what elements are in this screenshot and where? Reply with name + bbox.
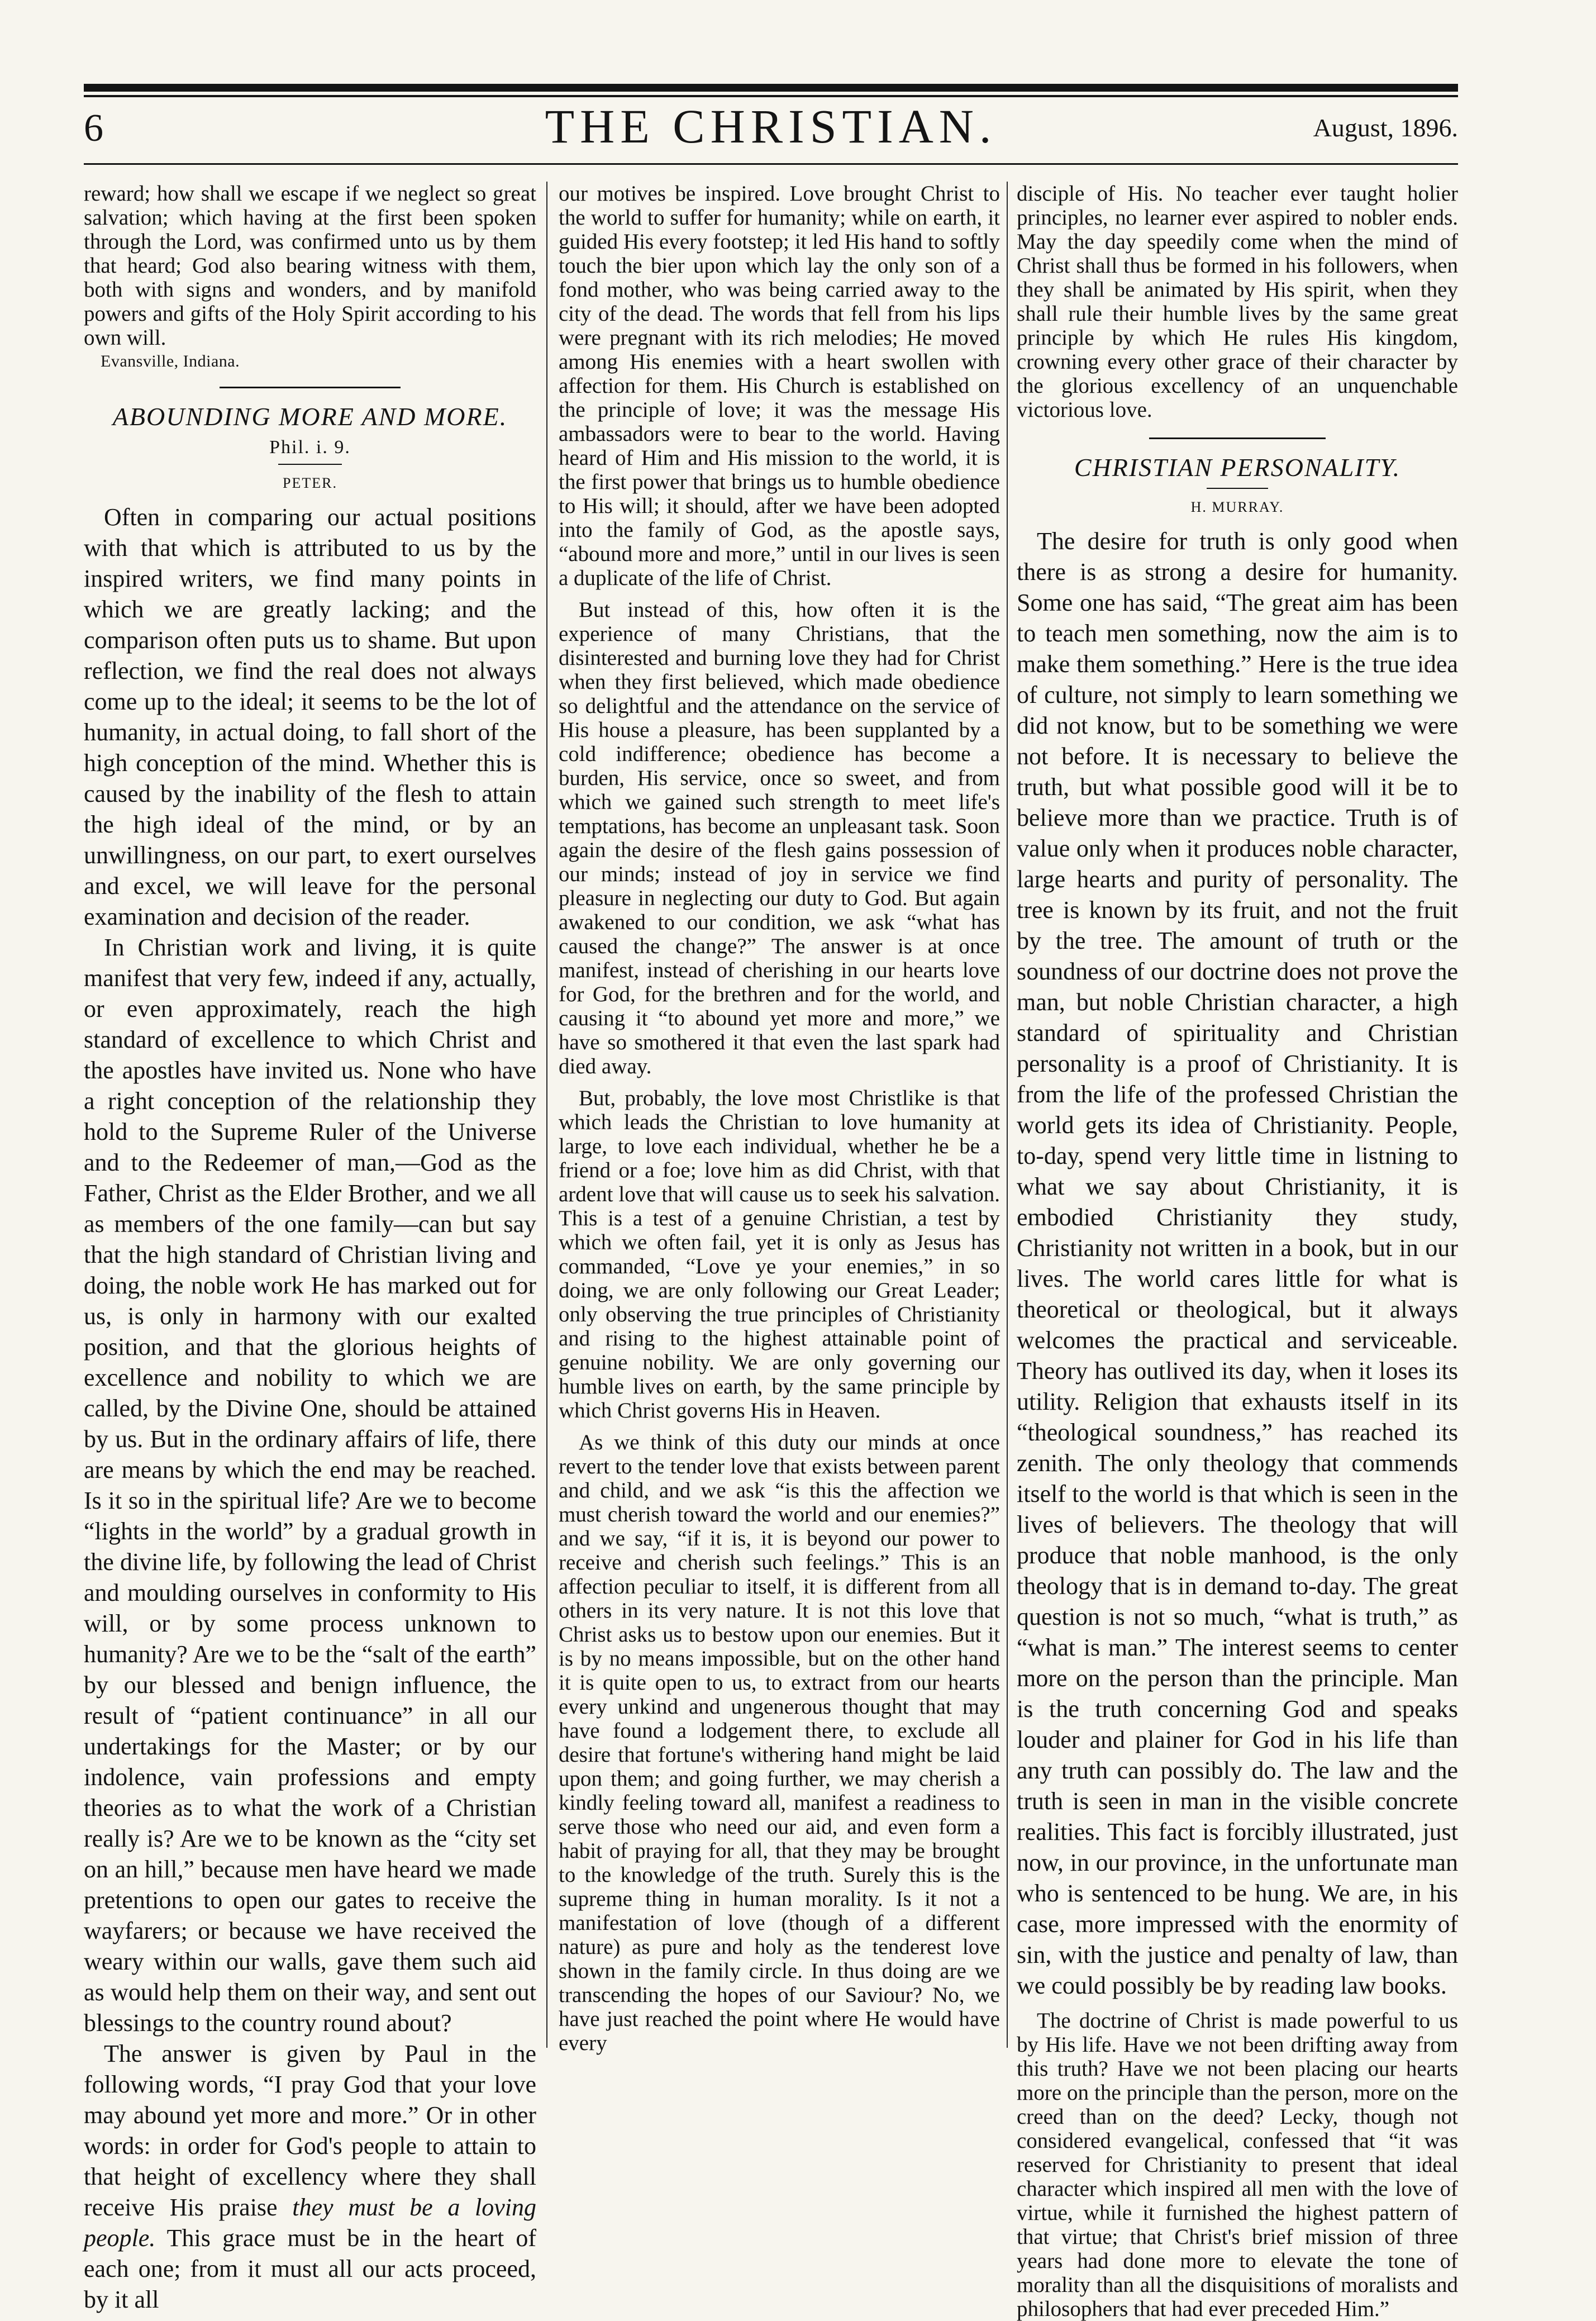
paragraph: our motives be inspired. Love brought Christ to the world to suffer for humanity; while on earth, it guided His every footstep; it led His hand to softly touch the bier upon which lay the only son of a fond mother, who was being carried away to the city of the dead. The words that fell from his lips were pregnant with its rich melodies; He moved among His enemies with a heart swollen with affection for them. His Church is established on the principle of love; it was the message His ambassadors were to bear to the world. Having heard of Him and His mission to the world, it is the first power that brings us to humble obedience to His will; it should, after we have been adopted into the family of God, as the apostle says, “abound more and more,” until in our lives is seen a duplicate of the life of Christ. xyxy=(559,182,1000,590)
article-author: PETER. xyxy=(283,475,337,491)
issue-date: August, 1896. xyxy=(1313,113,1458,142)
continued-text: reward; how shall we escape if we neglect so great salvation; which having at the first been spoken through the Lord, was confirmed unto us by them that heard; God also bearing witness with them, both with signs and wonders, and by manifold powers and gifts of the Holy Spirit according to his own will. xyxy=(84,182,536,350)
paragraph: The doctrine of Christ is made powerful to us by His life. Have we not been drifting away from this truth? Have we not been placing our hearts more on the principle than the person, more on the creed than on the deed? Lecky, though not considered evangelical, confessed that “it was reserved for Christianity to present that ideal character which inspired all men with the love of virtue, while it furnished the highest pattern of that virtue; that Christ's brief mission of three years had done more to elevate the tone of morality than all the disquisitions of moralists and philosophers that had ever preceded Him.” xyxy=(1017,2009,1458,2321)
emphasis-text: they must be a loving people. xyxy=(84,2194,536,2252)
page-number: 6 xyxy=(84,107,103,150)
title-rule xyxy=(1207,488,1269,489)
top-rule xyxy=(84,84,1458,92)
paragraph: But instead of this, how often it is the experience of many Christians, that the disinterested and burning love they had for Christ when they first believed, which made obedience so delightful and the attendance on the service of His house a pleasure, has been supplanted by a cold indifference; obedience has become a burden, His service, once so sweet, and from which we gained such strength to meet life's temptations, has become an unpleasant task. Soon again the desire of the flesh gains possession of our minds; instead of joy in service we find pleasure in neglecting our duty to God. But again awakened to our condition, we ask “what has caused the change?” The answer is at once manifest, instead of cherishing in our hearts love for God, for the brethren and for the world, and causing it “to abound yet more and more,” we have so smothered it that even the last spark had died away. xyxy=(559,598,1000,1078)
column-2 xyxy=(559,182,1000,2055)
title-rule xyxy=(278,464,341,465)
article-author: H. MURRAY. xyxy=(1190,499,1284,515)
paragraph: In Christian work and living, it is quite manifest that very few, indeed if any, actually, or even approximately, reach the high standard of excellence to which Christ and the apostles have invited us. None who have a right conception of the relationship they hold to the Supreme Ruler of the Universe and to the Redeemer of man,—God as the Father, Christ as the Elder Brother, and we all as members of the one family—can but say that the high standard of Christian living and doing, the noble work He has marked out for us, is only in harmony with our exalted position, and that the glorious heights of excellence and nobility to which we are called, by the Divine One, should be attained by us. But in the ordinary affairs of life, there are means by which the end may be reached. Is it so in the spiritual life? Are we to become “lights in the world” by a gradual growth in the divine life, by following the lead of Christ and moulding ourselves in conformity to His will, or by some process unknown to humanity? Are we to be the “salt of the earth” by our blessed and benign influence, the result of “patient continuance” in all our undertakings for the Master; or by our indolence, vain professions and empty theories as to what the work of a Christian really is? Are we to be known as the “city set on an hill,” because men have heard we made pretentions to open our gates to receive the wayfarers; or because we have received the weary within our walls, gave them such aid as would help them on their way, and sent out blessings to the country round about? xyxy=(84,934,537,2037)
section-rule xyxy=(1149,437,1326,439)
scripture-reference: Phil. i. 9. xyxy=(269,437,351,458)
top-rule-thin xyxy=(84,95,1458,97)
paragraph: As we think of this duty our minds at once revert to the tender love that exists between parent and child, and we ask “is this the affection we must cherish toward the world and our enemies?” and we say, “if it is, it is beyond our power to receive and cherish such feelings.” This is an affection peculiar to itself, it is different from all others in its very nature. It is not this love that Christ asks us to bestow upon our enemies. But it is by no means impossible, but on the other hand it is quite open to us, to extract from our hearts every unkind and ungenerous thought that may have found a lodgement there, to exclude all desire that fortune's withering hand might be laid upon them; and going further, we may cherish a kindly feeling toward all, manifest a readiness to serve those who need our aid, and even form a habit of praying for all, that they may be brought to the knowledge of the truth. Surely this is the supreme thing in human morality. Is it not a manifestation of love (though of a different nature) as pure and holy as the tenderest love shown in the family circle. In thus doing are we transcending the hopes of our Saviour? No, we have just reached the point where He would have every xyxy=(559,1430,1000,2055)
newspaper-page xyxy=(84,84,1458,2321)
column-divider xyxy=(1007,182,1008,2048)
section-rule xyxy=(220,387,401,388)
column-3 xyxy=(1017,182,1458,2321)
article-title: CHRISTIAN PERSONALITY. xyxy=(1074,453,1401,482)
paragraph-text: This grace must be in the heart of each one; from it must all our acts proceed, by it all xyxy=(84,2224,536,2313)
dateline: Evansville, Indiana. xyxy=(101,352,240,370)
column-1 xyxy=(84,182,536,2315)
article-title: ABOUNDING MORE AND MORE. xyxy=(112,402,508,431)
paragraph: But, probably, the love most Christlike is that which leads the Christian to love humanity at large, to love each individual, whether he be a friend or a foe; love him as did Christ, with that ardent love that will cause us to seek his salvation. This is a test of a genuine Christian, a test by which we often fail, yet it is only as Jesus has commanded, “Love ye your enemies,” in so doing, we are only following our Great Leader; only observing the true principles of Christianity and rising to the highest attainable point of genuine nobility. We are only governing our humble lives on earth, by the same principle by which Christ governs His in Heaven. xyxy=(559,1086,1000,1423)
continued-text: disciple of His. No teacher ever taught holier principles, no learner ever aspired to nobler ends. May the day speedily come when the mind of Christ shall thus be formed in his followers, when they shall be animated by His spirit, when they shall rule their humble lives by the same great principle by which He rules His kingdom, crowning every other grace of their character by the glorious excellency of an unquenchable victorious love. xyxy=(1017,182,1458,422)
header-rule xyxy=(84,163,1458,165)
paragraph xyxy=(84,2038,536,2315)
column-divider xyxy=(546,182,547,2048)
paragraph-text: The answer is given by Paul in the following words, “I pray God that your love may abound yet more and more.” Or in other words: in order for God's people to attain to that height of excellency where they shall receive His praise xyxy=(84,2040,536,2221)
masthead-title: THE CHRISTIAN. xyxy=(545,99,997,153)
paragraph: The desire for truth is only good when there is as strong a desire for humanity. Some one has said, “The great aim has been to teach men something, now the aim is to make them something.” Here is the true idea of culture, not simply to learn something we did not know, but to be something we were not before. It is necessary to believe the truth, but what possible good will it be to believe more than we practice. Truth is of value only when it produces noble character, large hearts and purity of personality. The tree is known by its fruit, and not the fruit by the tree. The amount of truth or the soundness of our doctrine does not prove the man, but noble Christian character, a high standard of spirituality and Christian personality is a proof of Christianity. It is from the life of the professed Christian the world gets its idea of Christianity. People, to-day, spend very little time in listning to what we say about Christianity, it is embodied Christianity they study, Christianity not written in a book, but in our lives. The world cares little for what is theoretical or theological, but it always welcomes the practical and serviceable. Theory has outlived its day, when it loses its utility. Religion that exhausts itself in its “theological soundness,” has reached its zenith. The only theology that commends itself to the world is that which is seen in the lives of believers. The theology that will produce that noble manhood, is the only theology that is in demand to-day. The great question is not so much, “what is truth,” as “what is man.” The interest seems to center more on the person than the principle. Man is the truth concerning God and speaks louder and plainer for God in his life than any truth can possibly do. The law and the truth is seen in man in the visible concrete realities. This fact is forcibly illustrated, just now, in our province, in the unfortunate man who is sentenced to be hung. We are, in his case, more impressed with the enormity of sin, with the justice and penalty of law, than we could possibly be by reading law books. xyxy=(1017,527,1458,1999)
paragraph: Often in comparing our actual positions with that which is attributed to us by the inspired writers, we find many points in which we are greatly lacking; and the comparison often puts us to shame. But upon reflection, we find the real does not always come up to the ideal; it seems to be the lot of humanity, in actual doing, to fall short of the high conception of the mind. Whether this is caused by the inability of the flesh to attain the high ideal of the mind, or by an unwillingness, on our part, to exert ourselves and excel, we will leave for the personal examination and decision of the reader. xyxy=(84,503,536,930)
